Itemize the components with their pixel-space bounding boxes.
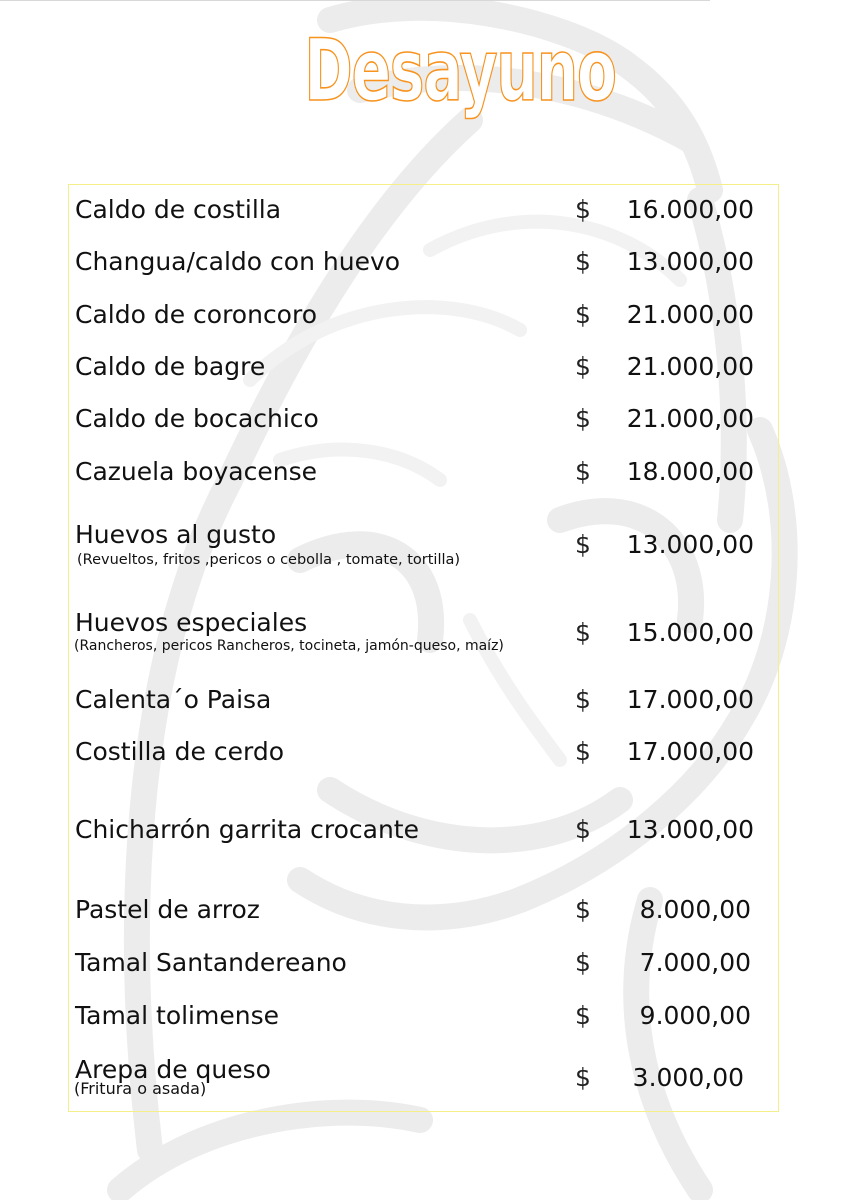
currency-symbol: $ <box>575 247 591 276</box>
item-price: 7.000,00 <box>639 948 751 977</box>
item-price: 21.000,00 <box>626 404 754 433</box>
item-price: 15.000,00 <box>626 618 754 647</box>
currency-symbol: $ <box>575 948 591 977</box>
currency-symbol: $ <box>575 457 591 486</box>
item-name: Caldo de bagre <box>75 352 266 381</box>
item-name: Changua/caldo con huevo <box>75 247 401 276</box>
item-price: 18.000,00 <box>626 457 754 486</box>
item-description: (Revueltos, fritos ,pericos o cebolla , tomate, tortilla) <box>77 552 461 568</box>
item-price: 13.000,00 <box>626 247 754 276</box>
item-name: Cazuela boyacense <box>75 457 317 486</box>
currency-symbol: $ <box>575 895 591 924</box>
currency-symbol: $ <box>575 815 591 844</box>
currency-symbol: $ <box>575 1001 591 1030</box>
item-name: Pastel de arroz <box>75 895 260 924</box>
item-description: (Fritura o asada) <box>74 1079 207 1098</box>
item-name: Huevos al gusto <box>75 520 277 549</box>
item-price: 13.000,00 <box>626 530 754 559</box>
item-name: Caldo de bocachico <box>75 404 319 433</box>
currency-symbol: $ <box>575 300 591 329</box>
currency-symbol: $ <box>575 1063 591 1092</box>
currency-symbol: $ <box>575 352 591 381</box>
menu-box <box>68 184 779 1112</box>
item-name: Costilla de cerdo <box>75 737 285 766</box>
item-price: 13.000,00 <box>626 815 754 844</box>
currency-symbol: $ <box>575 530 591 559</box>
item-name: Caldo de costilla <box>75 195 282 224</box>
item-price: 17.000,00 <box>626 737 754 766</box>
item-name: Arepa de queso <box>75 1055 271 1084</box>
currency-symbol: $ <box>575 404 591 433</box>
item-price: 8.000,00 <box>639 895 751 924</box>
item-price: 21.000,00 <box>626 352 754 381</box>
item-name: Caldo de coroncoro <box>75 300 318 329</box>
menu-title: Desayuno <box>304 21 616 121</box>
item-price: 9.000,00 <box>639 1001 751 1030</box>
item-name: Chicharrón garrita crocante <box>75 815 419 844</box>
item-price: 17.000,00 <box>626 685 754 714</box>
item-name: Calenta´o Paisa <box>75 685 272 714</box>
currency-symbol: $ <box>575 618 591 647</box>
top-rule <box>0 0 710 1</box>
currency-symbol: $ <box>575 195 591 224</box>
item-description: (Rancheros, pericos Rancheros, tocineta, jamón-queso, maíz) <box>74 638 504 654</box>
item-name: Tamal tolimense <box>75 1001 279 1030</box>
item-price: 3.000,00 <box>632 1063 744 1092</box>
item-price: 21.000,00 <box>626 300 754 329</box>
currency-symbol: $ <box>575 685 591 714</box>
item-name: Huevos especiales <box>75 608 308 637</box>
currency-symbol: $ <box>575 737 591 766</box>
item-name: Tamal Santandereano <box>75 948 347 977</box>
item-price: 16.000,00 <box>626 195 754 224</box>
